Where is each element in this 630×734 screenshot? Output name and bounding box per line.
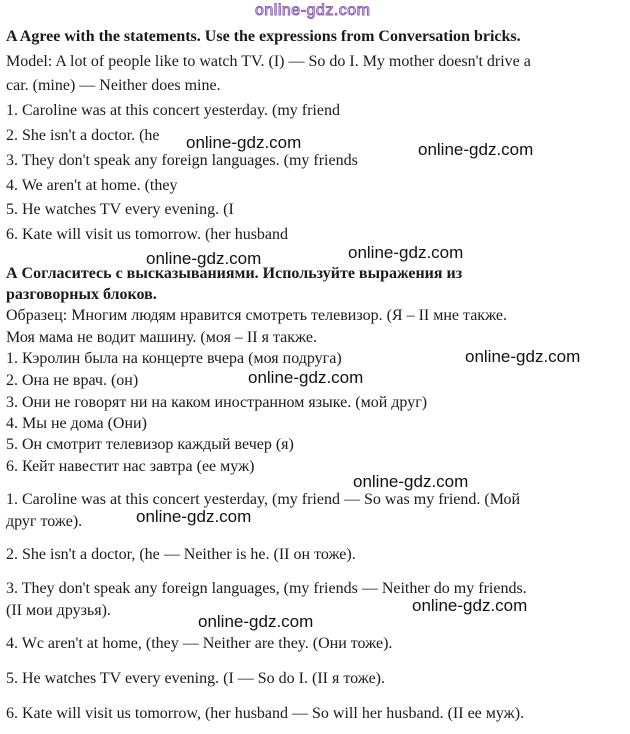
exercise-item-4: 4. We aren't at home. (they — [6, 177, 178, 194]
answer-1-line-2: друг тоже). — [6, 513, 83, 530]
watermark: online-gdz.com — [412, 596, 528, 615]
ru-item-6: 6. Кейт навестит нас завтра (ее муж) — [6, 458, 255, 475]
ru-heading-line-2: разговорных блоков. — [6, 286, 157, 303]
answer-5: 5. He watches TV every evening. (I — So do I. (II я тоже). — [6, 670, 385, 687]
ru-model-line-2: Моя мама не водит машину. (моя – II я также. — [6, 329, 317, 346]
answer-4: 4. Wc aren't at home, (they — Neither are they. (Они тоже). — [6, 635, 393, 652]
watermark: online-gdz.com — [465, 347, 581, 366]
ru-item-2: 2. Она не врач. (он) — [6, 372, 139, 389]
ru-item-5: 5. Он смотрит телевизор каждый вечер (я) — [6, 436, 294, 453]
watermark: online-gdz.com — [418, 140, 534, 159]
watermark: online-gdz.com — [198, 612, 314, 631]
exercise-heading: A Agree with the statements. Use the expressions from Conversation bricks. — [6, 28, 521, 45]
watermark: online-gdz.com — [353, 472, 469, 491]
watermark: online-gdz.com — [186, 133, 302, 152]
ru-item-4: 4. Мы не дома (Они) — [6, 415, 147, 432]
answer-3-line-2: (II мои друзья). — [6, 602, 111, 619]
answer-3-line-1: 3. They don't speak any foreign languages, (my friends — Neither do my friends. — [6, 580, 527, 597]
ru-item-3: 3. Они не говорят ни на каком иностранном языке. (мой друг) — [6, 394, 428, 411]
exercise-item-2: 2. She isn't a doctor. (he — [6, 127, 160, 144]
watermark: online-gdz.com — [136, 507, 252, 526]
ru-item-1: 1. Кэролин была на концерте вчера (моя подруга) — [6, 350, 342, 367]
exercise-item-5: 5. He watches TV every evening. (I — [6, 201, 234, 218]
watermark: online-gdz.com — [348, 243, 464, 262]
answer-2: 2. She isn't a doctor, (he — Neither is he. (II он тоже). — [6, 546, 356, 563]
model-line-1: Model: A lot of people like to watch TV. (I) — So do I. My mother doesn't drive a — [6, 53, 531, 70]
answer-6: 6. Kate will visit us tomorrow, (her husband — So will her husband. (II ее муж). — [6, 705, 525, 722]
exercise-item-1: 1. Caroline was at this concert yesterday. (my friend — [6, 102, 340, 119]
ru-heading-line-1: А Согласитесь с высказываниями. Используйте выражения из — [6, 265, 463, 282]
watermark: online-gdz.com — [146, 249, 262, 268]
model-line-2: car. (mine) — Neither does mine. — [6, 77, 221, 94]
watermark: online-gdz.com — [248, 368, 364, 387]
exercise-item-3: 3. They don't speak any foreign languages. (my friends — [6, 152, 358, 169]
ru-model-line-1: Образец: Многим людям нравится смотреть телевизор. (Я – II мне также. — [6, 307, 508, 324]
top-watermark: online-gdz.com — [255, 2, 371, 19]
exercise-item-6: 6. Kate will visit us tomorrow. (her husband — [6, 226, 289, 243]
answer-1-line-1: 1. Caroline was at this concert yesterday, (my friend — So was my friend. (Мой — [6, 491, 521, 508]
